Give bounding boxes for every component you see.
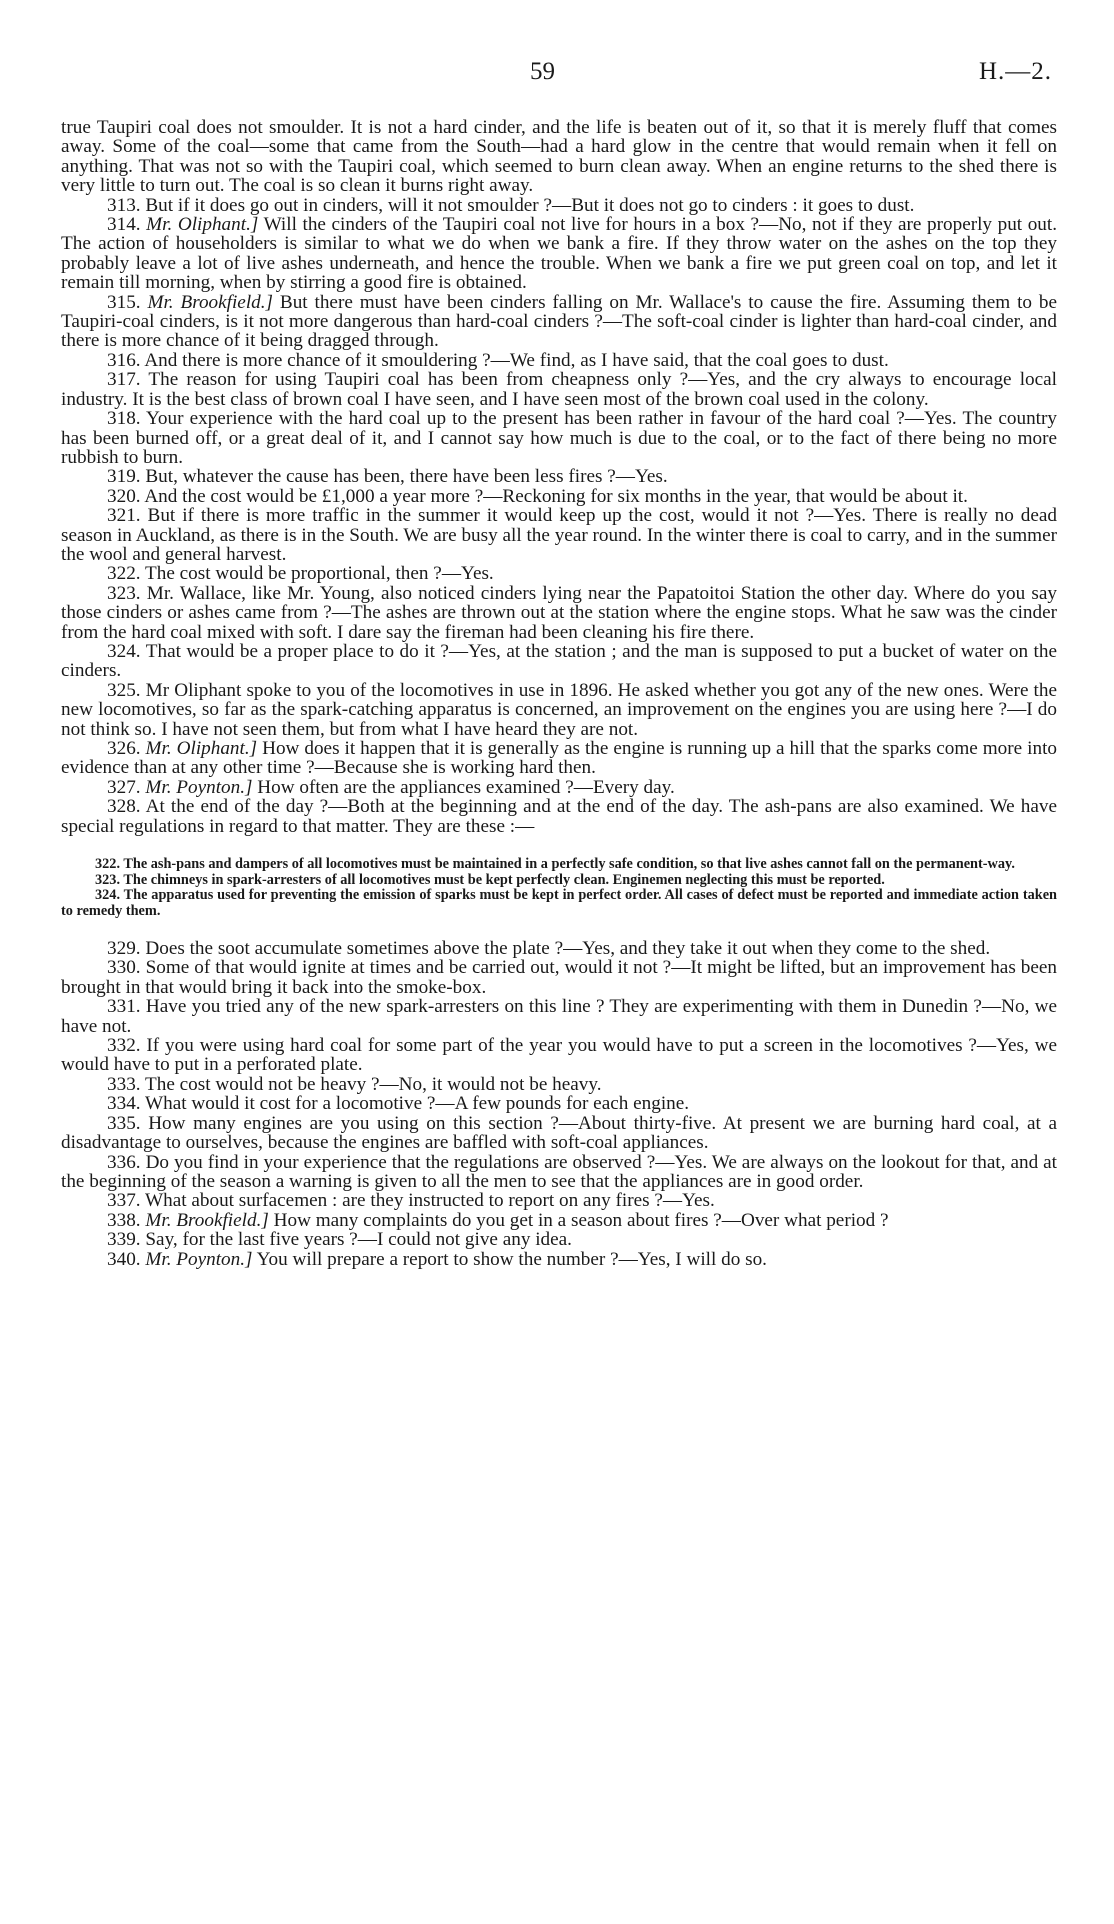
question-326 xyxy=(61,739,1057,778)
question-number: 333. xyxy=(107,1073,141,1095)
question-321 xyxy=(61,506,1057,564)
question-number: 316. xyxy=(107,349,141,371)
question-333 xyxy=(61,1075,1057,1094)
question-number: 320. xyxy=(107,485,141,507)
question-number: 325. xyxy=(107,679,141,701)
question-number: 338. xyxy=(107,1209,141,1231)
question-text: But there must have been cinders falling on Mr. Wallace's to cause the fire. Assuming them to be Taupiri-coal cinders, is it not more dangerous than hard-coal cinders ?—The soft-coal cinder is lighter than hard-coal cinder, and there is more chance of it being dragged through. xyxy=(61,291,1058,352)
question-325 xyxy=(61,681,1057,739)
speaker-name: Mr. Brookfield.] xyxy=(145,1209,269,1231)
question-number: 319. xyxy=(107,466,141,488)
question-number: 327. xyxy=(107,776,141,798)
regulation-item: 324. The apparatus used for preventing the emission of sparks must be kept in perfect order. All cases of defect must be reported and immediate action taken to remedy them. xyxy=(61,887,1057,919)
question-318 xyxy=(61,409,1057,467)
question-text: What about surfacemen : are they instructed to report on any fires ?—Yes. xyxy=(145,1190,715,1212)
question-number: 321. xyxy=(107,505,141,527)
question-316 xyxy=(61,351,1057,370)
question-329 xyxy=(61,939,1057,958)
question-text: But if there is more traffic in the summer it would keep up the cost, would it not ?—Yes. There is really no dead season in Auckland, as there is in the South. We are busy all the year round. In the winter there is coal to carry, and in the summer the wool and general harvest. xyxy=(61,505,1057,565)
question-334 xyxy=(61,1094,1057,1113)
question-number: 328. xyxy=(107,796,141,818)
document-reference: H.—2. xyxy=(978,58,1052,85)
question-text: Mr Oliphant spoke to you of the locomotives in use in 1896. He asked whether you got any of the new ones. Were the new locomotives, so far as the spark-catching apparatus is concerned, an improvement on the engines you are using here ?—I do not think so. I have not seen them, but from what I have heard they are not. xyxy=(61,679,1057,740)
question-number: 334. xyxy=(107,1093,141,1115)
question-number: 335. xyxy=(107,1112,141,1134)
question-text: The cost would not be heavy ?—No, it would not be heavy. xyxy=(145,1073,602,1095)
speaker-name: Mr. Brookfield.] xyxy=(147,291,274,313)
question-text: If you were using hard coal for some part of the year you would have to put a screen in the locomotives ?—Yes, we would have to put in a perforated plate. xyxy=(61,1035,1058,1076)
question-text: How often are the appliances examined ?—Every day. xyxy=(257,776,675,798)
question-text: What would it cost for a locomotive ?—A few pounds for each engine. xyxy=(145,1093,690,1115)
question-337 xyxy=(61,1191,1057,1210)
question-text: But, whatever the cause has been, there have been less fires ?—Yes. xyxy=(145,466,668,488)
opening-paragraph: true Taupiri coal does not smoulder. It is not a hard cinder, and the life is beaten out of it, so that it is merely fluff that comes away. Some of the coal—some that came from the South—had a hard glow in the centre that would remain when it fell on anything. That was not so with the Taupiri coal, which seemed to burn clean away. When an engine returns to the shed there is very little to turn out. The coal is so clean it burns right away. xyxy=(61,117,1057,197)
question-328 xyxy=(61,797,1057,836)
question-317 xyxy=(61,370,1057,409)
question-number: 331. xyxy=(107,996,141,1018)
question-number: 313. xyxy=(107,194,141,216)
question-322 xyxy=(61,564,1057,583)
question-340 xyxy=(61,1250,1057,1269)
question-332 xyxy=(61,1036,1057,1075)
question-339 xyxy=(61,1230,1057,1249)
question-number: 323. xyxy=(107,582,141,604)
question-number: 317. xyxy=(107,369,141,391)
question-number: 314. xyxy=(107,214,141,236)
regulation-item: 322. The ash-pans and dampers of all locomotives must be maintained in a perfectly safe condition, so that live ashes cannot fall on the permanent-way. xyxy=(95,856,1015,873)
question-text: The reason for using Taupiri coal has been from cheapness only ?—Yes, and the cry always to encourage local industry. It is the best class of brown coal I have seen, and I have seen most of the brown coal used in the colony. xyxy=(61,369,1058,410)
question-number: 326. xyxy=(107,738,141,759)
speaker-name: Mr. Oliphant.] xyxy=(146,214,259,236)
speaker-name: Mr. Poynton.] xyxy=(145,776,253,798)
question-324 xyxy=(61,642,1057,681)
question-331 xyxy=(61,997,1057,1036)
question-number: 318. xyxy=(107,408,141,430)
question-336 xyxy=(61,1153,1057,1192)
question-number: 336. xyxy=(107,1151,141,1173)
question-319 xyxy=(61,467,1057,486)
question-314 xyxy=(61,215,1057,293)
question-number: 340. xyxy=(107,1248,141,1270)
question-number: 324. xyxy=(107,640,141,662)
question-text: The cost would be proportional, then ?—Yes. xyxy=(145,563,494,585)
question-number: 330. xyxy=(107,957,141,979)
evidence-section-2 xyxy=(61,939,1057,1269)
question-text: Say, for the last five years ?—I could not give any idea. xyxy=(145,1229,572,1251)
question-text: How does it happen that it is generally as the engine is running up a hill that the sparks come more into evidence than at any other time ?—Because she is working hard then. xyxy=(61,738,1057,779)
question-313 xyxy=(61,196,1057,215)
question-number: 329. xyxy=(107,938,141,960)
question-number: 315. xyxy=(107,291,141,313)
evidence-section-1 xyxy=(61,196,1057,836)
question-text: You will prepare a report to show the number ?—Yes, I will do so. xyxy=(256,1248,767,1270)
question-number: 339. xyxy=(107,1229,141,1251)
question-text: Mr. Wallace, like Mr. Young, also noticed cinders lying near the Papatoitoi Station the other day. Where do you say those cinders or ashes came from ?—The ashes are thrown out at the station where the engine stops. What he saw was the cinder from the hard coal mixed with soft. I dare say the fireman had been cleaning his fire there. xyxy=(61,582,1058,643)
question-320 xyxy=(61,487,1057,506)
question-text: Will the cinders of the Taupiri coal not live for hours in a box ?—No, not if they are properly put out. The action of householders is similar to what we do when we bank a fire. If they throw water on the ashes on the top they probably leave a lot of live ashes underneath, and hence the trouble. When we bank a fire we put green coal on top, and let it remain till morning, when by stirring a good fire is obtained. xyxy=(61,214,1058,294)
page-number: 59 xyxy=(530,58,555,85)
question-text: At the end of the day ?—Both at the beginning and at the end of the day. The ash-pans are also examined. We have special regulations in regard to that matter. They are these :— xyxy=(61,796,1057,837)
question-text: Have you tried any of the new spark-arresters on this line ? They are experimenting with them in Dunedin ?—No, we have not. xyxy=(61,996,1058,1037)
regulation-item: 323. The chimneys in spark-arresters of all locomotives must be kept perfectly clean. Enginemen neglecting this must be reported. xyxy=(95,871,885,888)
regulations-block xyxy=(61,857,1057,919)
speaker-name: Mr. Oliphant.] xyxy=(145,738,258,759)
question-text: Some of that would ignite at times and be carried out, would it not ?—It might be lifted, but an improvement has been brought in that would bring it back into the smoke-box. xyxy=(61,957,1058,998)
question-323 xyxy=(61,584,1057,642)
page-header xyxy=(0,58,1114,92)
page-body xyxy=(61,118,1057,1269)
question-text: That would be a proper place to do it ?—Yes, at the station ; and the man is supposed to put a bucket of water on the cinders. xyxy=(61,640,1057,682)
question-number: 337. xyxy=(107,1190,141,1212)
question-text: But if it does go out in cinders, will it not smoulder ?—But it does not go to cinders : it goes to dust. xyxy=(145,194,915,216)
question-330 xyxy=(61,958,1057,997)
question-text: Do you find in your experience that the regulations are observed ?—Yes. We are always on the lookout for that, and at the beginning of the season a warning is given to all the men to see that the appliances are in good order. xyxy=(61,1151,1058,1192)
question-text: How many complaints do you get in a season about fires ?—Over what period ? xyxy=(273,1209,889,1231)
question-number: 322. xyxy=(107,563,141,585)
question-text: How many engines are you using on this section ?—About thirty-five. At present we are burning hard coal, at a disadvantage to ourselves, because the engines are baffled with soft-coal appliances. xyxy=(61,1112,1057,1154)
question-number: 332. xyxy=(107,1035,141,1057)
question-335 xyxy=(61,1114,1057,1153)
question-text: Does the soot accumulate sometimes above the plate ?—Yes, and they take it out when they come to the shed. xyxy=(145,938,991,960)
question-text: Your experience with the hard coal up to the present has been rather in favour of the hard coal ?—Yes. The country has been burned off, or a great deal of it, and I cannot say how much is due to the coal, or to the fact of there being no more rubbish to burn. xyxy=(61,408,1057,468)
speaker-name: Mr. Poynton.] xyxy=(145,1248,253,1270)
question-text: And the cost would be £1,000 a year more ?—Reckoning for six months in the year, that would be about it. xyxy=(144,485,968,507)
question-315 xyxy=(61,293,1057,351)
question-338 xyxy=(61,1211,1057,1230)
question-327 xyxy=(61,778,1057,797)
question-text: And there is more chance of it smouldering ?—We find, as I have said, that the coal goes to dust. xyxy=(144,349,889,371)
